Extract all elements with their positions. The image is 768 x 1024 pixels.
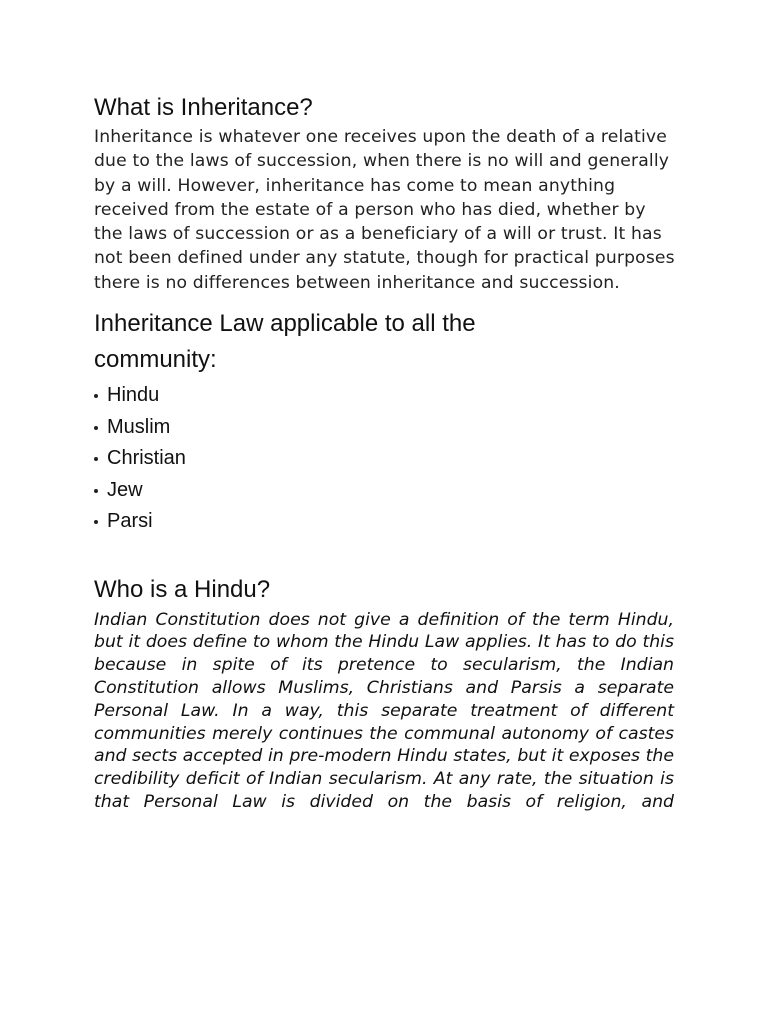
- list-item-label: Jew: [107, 478, 143, 501]
- heading-inheritance-law-communities: Inheritance Law applicable to all the community:: [94, 310, 476, 374]
- heading-who-is-a-hindu: Who is a Hindu?: [94, 575, 271, 603]
- bullet-icon: [94, 489, 98, 493]
- list-item: [94, 477, 674, 509]
- bullet-icon: [94, 520, 98, 524]
- community-list: [94, 382, 674, 540]
- list-item-label: Parsi: [107, 510, 153, 533]
- list-item-label: Christian: [107, 447, 186, 470]
- list-item: [94, 508, 674, 540]
- bullet-icon: [94, 394, 98, 398]
- list-item: [94, 445, 674, 477]
- list-item-label: Muslim: [107, 415, 171, 438]
- bullet-icon: [94, 457, 98, 461]
- document-content: [94, 92, 674, 814]
- list-item-label: Hindu: [107, 384, 160, 407]
- heading-what-is-inheritance: What is Inheritance?: [94, 94, 313, 121]
- paragraph-inheritance-definition: Inheritance is whatever one receives upon the death of a relative due to the laws of succession, when there is no will and generally by a will. However, inheritance has come to mean anything received from the estate of a person who has died, whether by the laws of succession or as a beneficiary of a will or trust. It has not been defined under any statute, though for practical purposes there is no differences between inheritance and succession.: [94, 127, 675, 293]
- paragraph-hindu-definition: Indian Constitution does not give a definition of the term Hindu, but it does define to whom the Hindu Law applies. It has to do this because in spite of its pretence to secularism, the Indian Constitution allows Muslims, Christians and Parsis a separate Personal Law. In a way, this separate treatment of different communities merely continues the communal autonomy of castes and sects accepted in pre-modern Hindu states, but it exposes the credibility deficit of Indian secularism. At any rate, the situation is that Personal Law is divided on the basis of religion, and: [94, 609, 674, 812]
- bullet-icon: [94, 426, 98, 430]
- list-item: [94, 382, 674, 414]
- list-item: [94, 414, 674, 446]
